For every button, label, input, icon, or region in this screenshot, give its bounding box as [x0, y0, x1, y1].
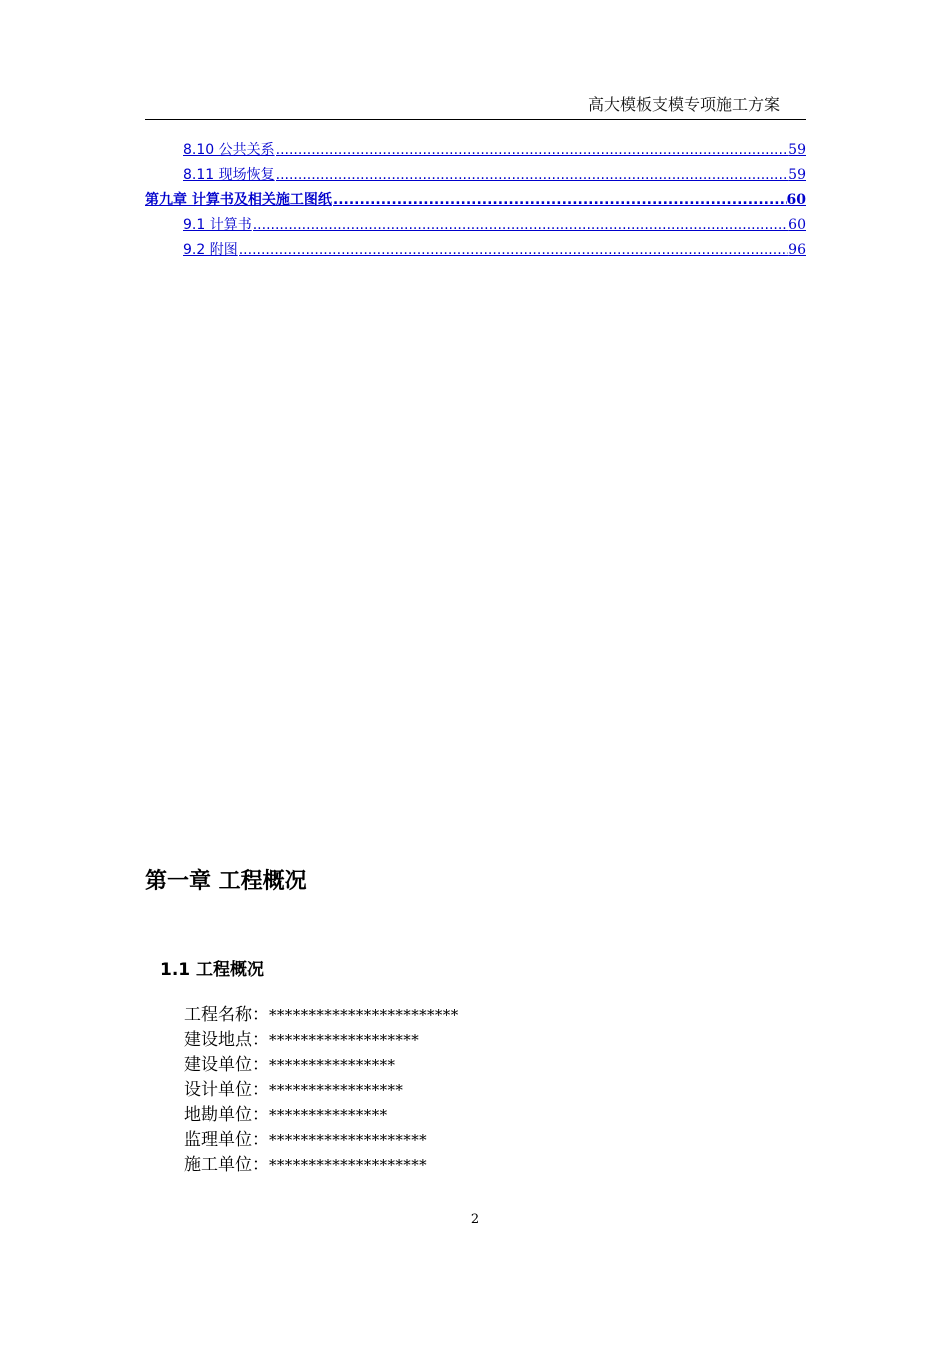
- toc-leader-dots: [253, 216, 788, 234]
- info-label: 施工单位：: [184, 1155, 269, 1175]
- toc-leader-dots: [276, 141, 789, 159]
- info-value: ********************: [269, 1131, 427, 1149]
- header-divider: [145, 119, 806, 120]
- toc-leader-dots: [239, 241, 788, 259]
- info-value: ****************: [269, 1056, 396, 1074]
- toc-leader-dots: [276, 166, 789, 184]
- toc-entry-label: 8.10 公共关系: [183, 142, 275, 158]
- toc-entry-page: 96: [788, 242, 806, 258]
- toc-leader-dots: [333, 191, 787, 209]
- info-row-designer: [184, 1078, 459, 1103]
- toc-entry-page: 59: [788, 142, 806, 158]
- info-row-owner: [184, 1053, 459, 1078]
- toc-entry-8-10[interactable]: [145, 134, 806, 159]
- header-title: 高大模板支模专项施工方案: [587, 95, 780, 114]
- toc-entry-9-2[interactable]: [145, 234, 806, 259]
- info-row-project-name: [184, 1003, 459, 1028]
- toc-entry-8-11[interactable]: [145, 159, 806, 184]
- info-label: 设计单位：: [184, 1080, 269, 1100]
- info-row-supervisor: [184, 1128, 459, 1153]
- toc-entry-page: 60: [786, 192, 806, 208]
- info-value: *******************: [269, 1031, 420, 1049]
- info-value: ***************: [269, 1106, 388, 1124]
- info-value: ************************: [269, 1006, 459, 1024]
- toc-entry-9-1[interactable]: [145, 209, 806, 234]
- info-row-location: [184, 1028, 459, 1053]
- section-title: 1.1 工程概况: [160, 960, 265, 980]
- toc-entry-label: 9.1 计算书: [183, 217, 252, 233]
- chapter-title: 第一章 工程概况: [145, 869, 307, 894]
- info-value: ********************: [269, 1156, 427, 1174]
- toc-entry-label: 第九章 计算书及相关施工图纸: [145, 192, 332, 208]
- info-row-contractor: [184, 1153, 459, 1178]
- info-label: 建设单位：: [184, 1055, 269, 1075]
- info-value: *****************: [269, 1081, 404, 1099]
- toc-entry-label: 8.11 现场恢复: [183, 167, 275, 183]
- toc-entry-label: 9.2 附图: [183, 242, 238, 258]
- toc-entry-page: 59: [788, 167, 806, 183]
- toc-entry-chapter-9[interactable]: [145, 184, 806, 209]
- toc-entry-page: 60: [788, 217, 806, 233]
- info-label: 监理单位：: [184, 1130, 269, 1150]
- page-number: 2: [470, 1212, 480, 1227]
- info-label: 工程名称：: [184, 1005, 269, 1025]
- info-label: 建设地点：: [184, 1030, 269, 1050]
- info-row-survey: [184, 1103, 459, 1128]
- project-info-list: [184, 1003, 459, 1178]
- table-of-contents: [145, 134, 806, 259]
- info-label: 地勘单位：: [184, 1105, 269, 1125]
